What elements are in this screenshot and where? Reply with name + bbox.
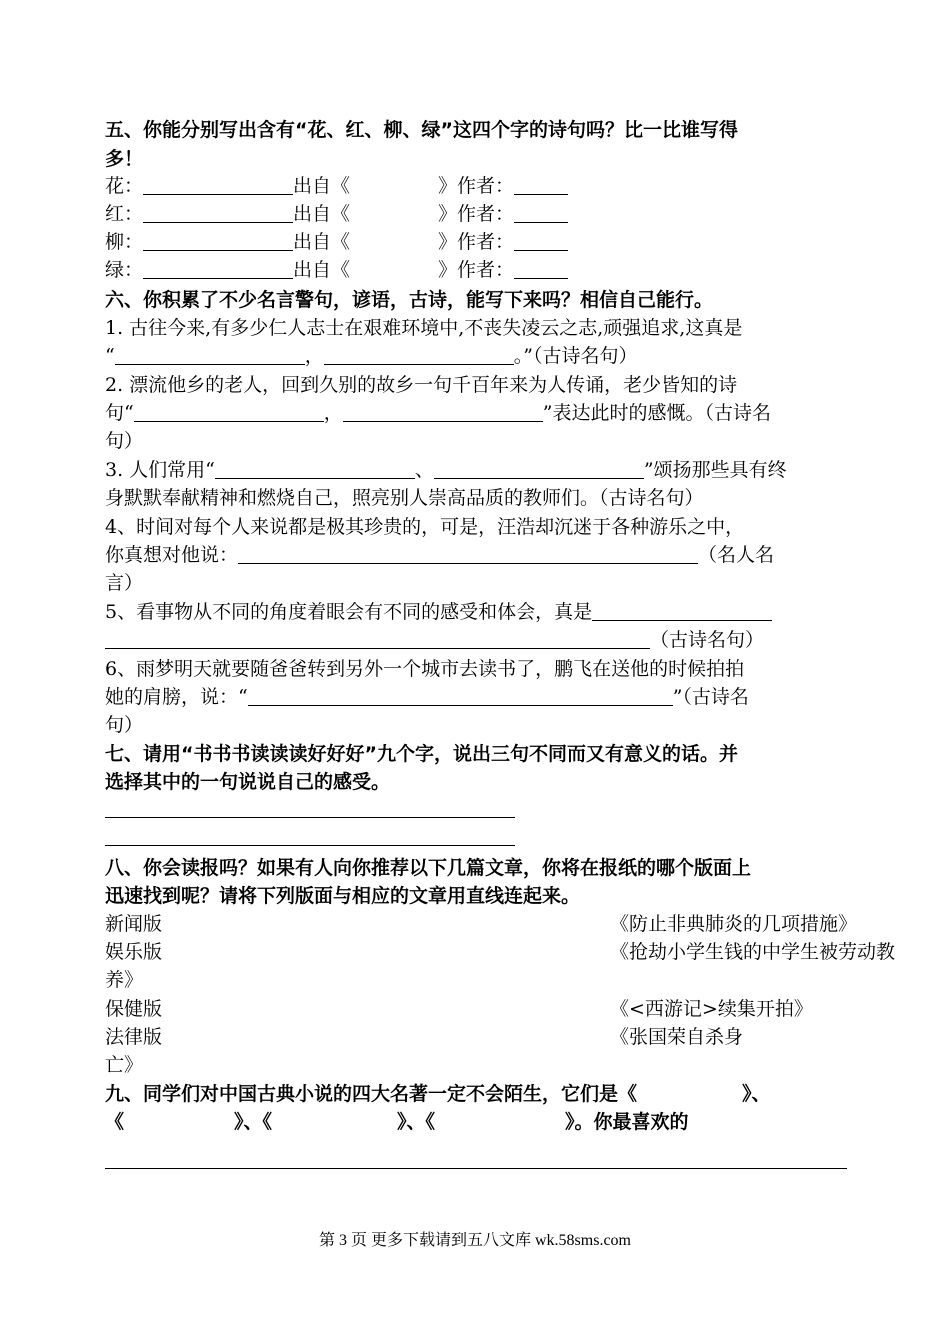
author-blank[interactable] [514,260,568,279]
q5-answer-line-2 [105,626,850,654]
match-row [105,995,850,1023]
row-from: 出自《 [293,259,351,281]
q5-answer-line [105,598,850,626]
answer-line-1[interactable] [105,817,515,818]
q4-blank[interactable] [238,545,698,564]
book-bracket: 》、《 [234,1111,273,1133]
section5-row-lv [105,256,850,284]
q4-answer-line [105,541,850,569]
row-author: 》作者： [438,259,515,281]
q1-text: 1. 古往今来,有多少仁人志士在艰难环境中,不丧失凌云之志,顽强追求,这真是 [105,317,743,339]
match-row [105,1023,850,1051]
q3-suffix: ”颂扬那些具有终 [643,459,787,481]
q5-blank-2[interactable] [105,630,650,649]
author-blank[interactable] [514,232,568,251]
q4-suffix: （名人名 [698,544,775,566]
section9-text: 九、同学们对中国古典小说的四大名著一定不会陌生，它们是《 [105,1083,638,1105]
section5-row-liu [105,228,850,256]
q1-blank-1[interactable] [115,346,305,365]
q2-text: 2. 漂流他乡的老人，回到久别的故乡一句千百年来为人传诵，老少皆知的诗 [105,374,738,396]
section8-title-cont: 迅速找到呢？请将下列版面与相应的文章用直线连起来。 [105,885,581,907]
section5-row-hua [105,172,850,200]
q2-prefix: 句“ [105,402,134,424]
q2-blank-2[interactable] [343,403,543,422]
row-char: 柳： [105,231,144,253]
section-name[interactable]: 保健版 [105,998,163,1020]
q3-blank-1[interactable] [215,460,415,479]
book-bracket: 《 [105,1111,125,1133]
section8-title: 八、你会读报吗？如果有人向你推荐以下几篇文章，你将在报纸的哪个版面上 [105,857,752,879]
article-title-wrap: 亡》 [105,1054,144,1076]
page-footer: 第 3 页 更多下载请到五八文库 wk.58sms.com [318,1232,631,1249]
q6-prefix: 她的肩膀，说：“ [105,686,248,708]
row-char: 花： [105,175,144,197]
section-name[interactable]: 法律版 [105,1026,163,1048]
poem-blank[interactable] [143,232,293,251]
q6-suffix: ”（古诗名 [672,686,749,708]
poem-blank[interactable] [143,204,293,223]
section7-title: 七、请用“书书书读读读好好好”九个字，说出三句不同而又有意义的话。并 [105,743,738,765]
q5-blank-1[interactable] [592,602,772,621]
q3-answer-line [105,456,850,484]
section6-title: 六、你积累了不少名言警句，谚语，古诗，能写下来吗？相信自己能行。 [105,289,714,311]
q3-text: 身默默奉献精神和燃烧自己，照亮别人崇高品质的教师们。（古诗名句） [105,487,704,509]
q6-text-end: 句） [105,714,144,736]
section9-line-2 [105,1108,850,1136]
q5-text: 5、看事物从不同的角度着眼会有不同的感受和体会，真是 [105,601,593,623]
section-name[interactable]: 娱乐版 [105,941,163,963]
q4-prefix: 你真想对他说： [105,544,239,566]
article-title[interactable]: 《防止非典肺炎的几项措施》 [610,913,858,935]
q2-blank-1[interactable] [134,403,324,422]
q2-text-end: 句） [105,430,144,452]
row-char: 绿： [105,259,144,281]
poem-blank[interactable] [143,260,293,279]
favorite-answer-line[interactable] [105,1168,847,1169]
comma: ， [323,402,343,424]
article-title[interactable]: 《抢劫小学生钱的中学生被劳动教 [610,941,896,963]
q1-answer-line [105,342,850,370]
q6-answer-line [105,683,850,711]
section5-title-cont: 多！ [105,148,144,170]
q2-answer-line [105,399,850,427]
answer-line-2[interactable] [105,845,515,846]
match-row [105,938,896,966]
q1-suffix: 。”（古诗名句） [513,345,638,367]
row-author: 》作者： [438,231,515,253]
row-from: 出自《 [293,175,351,197]
q4-text: 4、时间对每个人来说都是极其珍贵的，可是，汪浩却沉迷于各种游乐之中， [105,516,745,538]
article-title-wrap: 养》 [105,969,144,991]
row-char: 红： [105,203,144,225]
author-blank[interactable] [514,204,568,223]
author-blank[interactable] [514,176,568,195]
section-name[interactable]: 新闻版 [105,913,163,935]
q3-blank-2[interactable] [434,460,644,479]
q6-text: 6、雨梦明天就要随爸爸转到另外一个城市去读书了，鹏飞在送他的时候拍拍 [105,658,745,680]
row-from: 出自《 [293,231,351,253]
book-bracket: 》、 [742,1083,771,1105]
section9-text-end: 》。你最喜欢的 [565,1111,689,1133]
section9-line-1 [105,1080,850,1108]
row-author: 》作者： [438,203,515,225]
article-title[interactable]: 《张国荣自杀身 [610,1026,744,1048]
quote-open: “ [105,345,115,367]
q6-blank[interactable] [248,687,673,706]
section5-title: 五、你能分别写出含有“花、红、柳、绿”这四个字的诗句吗？比一比谁写得 [105,119,738,141]
match-row [105,910,858,938]
q1-blank-2[interactable] [324,346,514,365]
row-author: 》作者： [438,175,515,197]
book-bracket: 》、《 [397,1111,436,1133]
row-from: 出自《 [293,203,351,225]
separator: 、 [414,459,434,481]
q4-text-end: 言） [105,572,144,594]
q5-suffix: （古诗名句） [650,629,765,651]
section7-title-cont: 选择其中的一句说说自己的感受。 [105,771,391,793]
comma: ， [304,345,324,367]
section5-row-hong [105,200,850,228]
q3-prefix: 3. 人们常用“ [105,459,215,481]
q2-suffix: ”表达此时的感慨。（古诗名 [542,402,771,424]
poem-blank[interactable] [143,176,293,195]
article-title[interactable]: 《<西游记>续集开拍》 [610,998,813,1020]
